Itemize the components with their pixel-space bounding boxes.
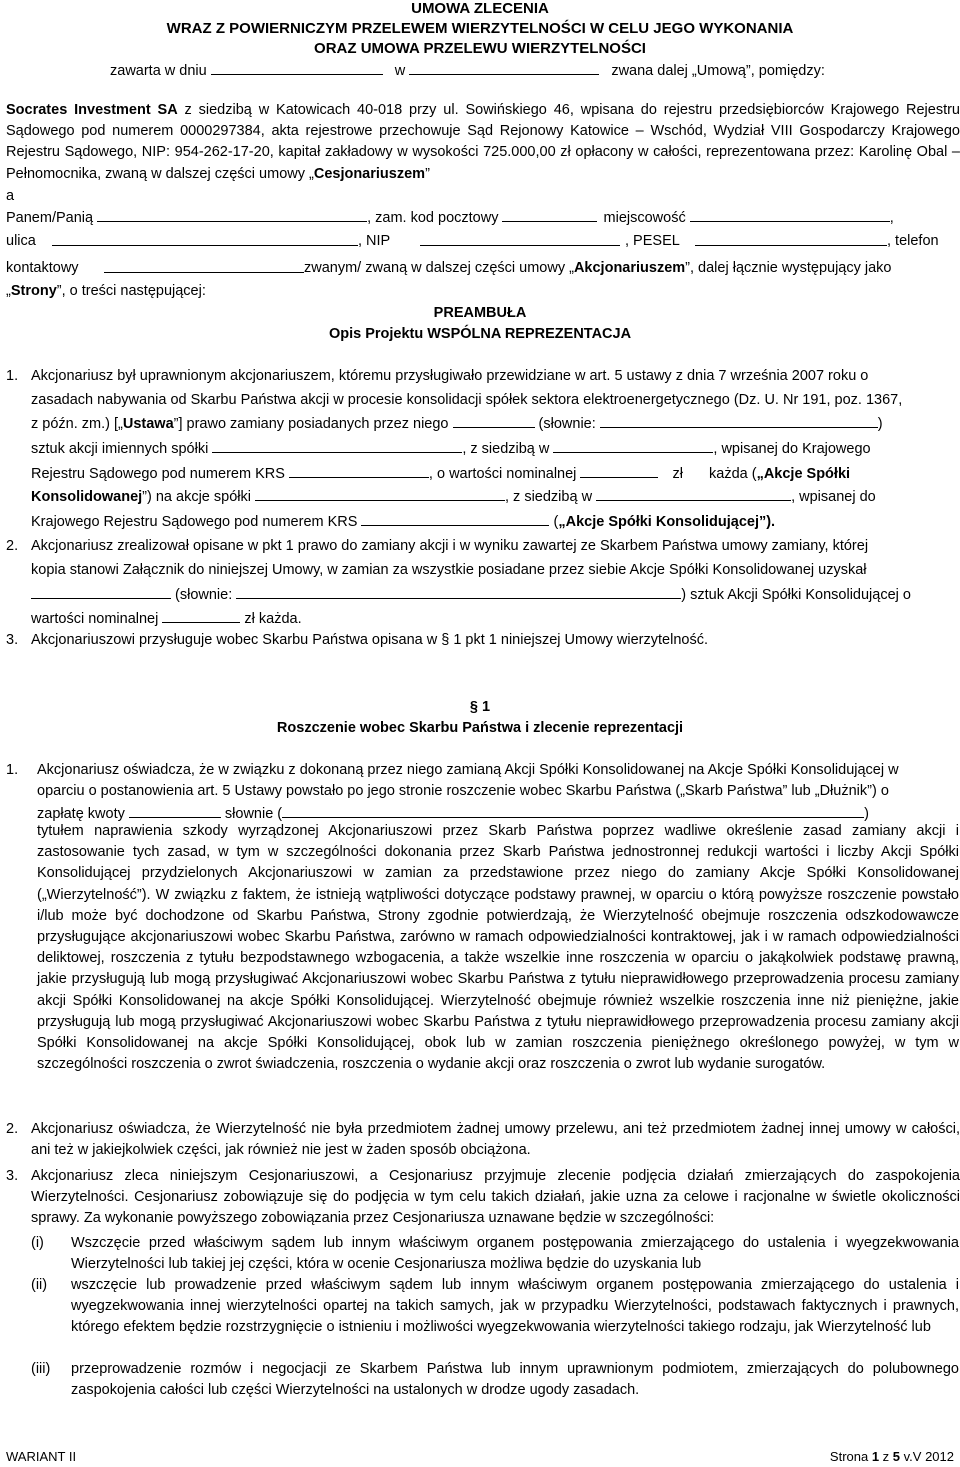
s1-p1-line1: Akcjonariusz oświadcza, że w związku z dokonaną przez niego zamianą Akcji Spółki Konsolidowanej na Akcje Spółki Konsolidującej w: [37, 762, 899, 778]
s1-p2-body: Akcjonariusz oświadcza, że Wierzytelność nie była przedmiotem żadnej umowy przelewu, ani też przedmiotem żadnej innej umowy w całości, ani też w jakiejkolwiek części, jak również nie jest w żaden sposób obciążona.: [31, 1121, 960, 1159]
preamble-p2-line2: kopia stanowi Załącznik do niniejszej Umowy, w zamian za wszystkie posiadane przez siebie Akcje Spółki Konsolidowanej uzyskał: [31, 562, 867, 578]
s1-p1-number: 1.: [6, 762, 19, 778]
s1-p1-line3: zapłatę kwoty słownie ( ): [37, 803, 960, 825]
shares3-blank: [31, 584, 171, 599]
s1-item-iii-body: przeprowadzenie rozmów i negocjacji ze Skarbem Państwa lub innym uprawnionym podmiotem, zmierzających do polubownego zaspokojenia całości lub części Wierzytelności na ustalonych w drodze ugody zasadach.: [71, 1361, 959, 1399]
shares3-words-blank: [236, 584, 681, 599]
document-subtitle: WRAZ Z POWIERNICZYM PRZELEWEM WIERZYTELNOŚCI W CELU JEGO WYKONANIA: [166, 20, 794, 37]
seat2-blank: [596, 486, 791, 501]
company-blank: [212, 438, 462, 453]
called-line: zwanym/ zwaną w dalszej części umowy „Akcjonariuszem”, dalej łącznie występujący jako: [304, 260, 892, 276]
preamble-p3-line1: Akcjonariuszowi przysługuje wobec Skarbu Państwa opisana w § 1 pkt 1 niniejszej Umowy wierzytelność.: [31, 632, 708, 648]
nominal-blank: [580, 463, 658, 478]
krs-blank: [289, 463, 429, 478]
preamble-p2-number: 2.: [6, 538, 19, 554]
pesel-blank: [695, 231, 887, 246]
preamble-p2-line3: (słownie: ) sztuk Akcji Spółki Konsolidującej o: [31, 584, 960, 606]
krs2-blank: [361, 511, 549, 526]
preamble-p1-line6: Konsolidowanej”) na akcje spółki , z siedzibą w , wpisanej do: [31, 486, 960, 508]
s1-item-ii-body: wszczęcie lub prowadzenie przed właściwym sądem lub innym właściwym organem postępowania zmierzającego do ustalenia i wyegzekwowania innej wierzytelności opartej na takich samych, jak w przypadku Wierzytelności, podstawach faktycznych i prawnych, którego efektem będzie rozstrzygnięcie o istnieniu i możliwości wyegzekwowania wierzytelności takiego rodzaju, jak Wierzytelność lub: [71, 1277, 959, 1336]
preamble-p1-line2: zasadach nabywania od Skarbu Państwa akcji w procesie konsolidacji spółek sektora elektroenergetycznego (Dz. U. Nr 191, poz. 1367,: [31, 392, 903, 408]
s1-item-i-number: (i): [31, 1235, 44, 1251]
street-blank: [52, 231, 358, 246]
s1-p1-body: tytułem naprawienia szkody wyrządzonej Akcjonariuszowi przez Skarb Państwa poprzez wadliwe określenie zasad zamiany akcji i zastosowanie tych zasad, w tym w szczególności dokonania przez Skarb Państwa jednostronnej redukcji wartości i liczby Akcji Spółki Konsolidującej przydzielonych Akcjonariuszowi w zamian za przedstawione przez niego do zamiany Akcje Spółki Konsolidowanej („Wierzytelność”). W związku z faktem, że istnieją wątpliwości dotyczące podstawy prawnej, w oparciu o którą powyższe roszczenie powstało i/lub może być dochodzone od Skarbu Państwa, Strony zgodnie potwierdzają, że Wierzytelność obejmuje roszczenia odszkodowawcze przysługujące akcjonariuszowi wobec Skarbu Państwa, zarówno w ramach odpowiedzialności kontraktowej, jak i w ramach odpowiedzialności deliktowej, roszczenia z tytułu bezpodstawnego wzbogacenia, a także wszelkie inne roszczenia w oparciu o jakąkolwiek podstawę prawną, jakie przysługują lub mogą przysługiwać Akcjonariuszowi wobec Skarbu Państwa z tytułu nieprawidłowego przeprowadzenia procesu zamiany akcji Spółki Konsolidowanej na akcje Spółki Konsolidującej. Wierzytelność obejmuje również wszelkie roszczenia inne niż pieniężne, jakie przysługują lub mogą przysługiwać Akcjonariuszowi wobec Skarbu Państwa z tytułu nieprawidłowego przeprowadzenia procesu zamiany akcji Spółki Konsolidowanej na akcje Spółki Konsolidującej, obok lub w zamian roszczenia pieniężnego określonego powyżej, w tym w szczególności roszczenia o zwrot świadczenia, roszczenia o wydanie akcji oraz roszczenia o zwrot lub wydanie surogatów.: [37, 823, 959, 1073]
preamble-p1-line3: z późn. zm.) [„Ustawa”] prawo zamiany posiadanych przez niego (słownie: ): [31, 413, 960, 435]
preamble-p1-line5: Rejestru Sądowego pod numerem KRS , o wartości nominalnej zł każda („Akcje Spółki: [31, 463, 960, 485]
s1-p2-number: 2.: [6, 1121, 19, 1137]
section-sign: § 1: [469, 699, 491, 715]
name-blank: [97, 207, 367, 222]
document-title: UMOWA ZLECENIA: [411, 0, 549, 17]
preamble-p1-number: 1.: [6, 368, 19, 384]
amount-words-blank: [282, 803, 864, 818]
and-connector: a: [6, 188, 15, 204]
preamble-p2-line4: wartości nominalnej zł każda.: [31, 608, 302, 630]
preamble-p1-line1: Akcjonariusz był uprawnionym akcjonariuszem, któremu przysługiwało przewidziane w art. 5 ustawy z dnia 7 września 2007 roku o: [31, 368, 869, 384]
s1-item-ii-number: (ii): [31, 1277, 48, 1293]
nominal2-blank: [162, 608, 240, 623]
nip-label: , NIP: [358, 233, 391, 249]
s1-p3-number: 3.: [6, 1168, 19, 1184]
pesel-label: , PESEL: [625, 233, 680, 249]
preamble-p1-line7: Krajowego Rejestru Sądowego pod numerem KRS („Akcje Spółki Konsolidującej”).: [31, 511, 960, 533]
preamble-subheading: Opis Projektu WSPÓLNA REPREZENTACJA: [328, 326, 632, 342]
s1-p1-line2: oparciu o postanowienia art. 5 Ustawy powstało po jego stronie roszczenie wobec Skarbu Państwa („Skarb Państwa” lub „Dłużnik”) o: [37, 783, 889, 799]
nip-blank: [420, 231, 620, 246]
seat-blank: [553, 438, 713, 453]
party-person-line1: Panem/Panią , zam. kod pocztowy miejscowość ,: [6, 207, 960, 229]
preamble-p1-line4: sztuk akcji imiennych spółki , z siedzibą w , wpisanej do Krajowego: [31, 438, 960, 460]
footer-variant: WARIANT II: [6, 1449, 77, 1464]
preamble-p2-line1: Akcjonariusz zrealizował opisane w pkt 1 prawo do zamiany akcji i w wyniku zawartej ze Skarbem Państwa umowy zamiany, której: [31, 538, 869, 554]
preamble-heading: PREAMBUŁA: [433, 305, 527, 321]
contact-label: kontaktowy: [6, 260, 79, 276]
s1-item-iii-number: (iii): [31, 1361, 51, 1377]
amount-blank: [129, 803, 221, 818]
footer-page: Strona 1 z 5 v.V 2012: [829, 1449, 954, 1464]
shares-words-blank: [600, 413, 878, 428]
preamble-p3-number: 3.: [6, 632, 19, 648]
party-company: Socrates Investment SA z siedzibą w Katowicach 40-018 przy ul. Sowińskiego 46, wpisana do rejestru przedsiębiorców Krajowego Rejestru Sądowego pod numerem 0000297384, akta rejestrowe przechowuje Sąd Rejonowy Katowice – Wschód, Wydział VIII Gospodarczy Krajowego Rejestru Sądowego, NIP: 954-262-17-20, kapitał zakładowy w wysokości 725.000,00 zł opłacony w całości, reprezentowana przez: Karolinę Obal – Pełnomocnika, zwaną w dalszej części umowy „Cesjonariuszem”: [6, 102, 960, 182]
street-label: ulica: [6, 233, 36, 249]
postcode-blank: [502, 207, 597, 222]
place-blank: [409, 60, 599, 75]
parties-line: „Strony”, o treści następującej:: [6, 283, 206, 299]
document-subtitle-2: ORAZ UMOWA PRZELEWU WIERZYTELNOŚCI: [314, 40, 646, 57]
shares-count-blank: [453, 413, 535, 428]
city-blank: [690, 207, 890, 222]
s1-item-i-body: Wszczęcie przed właściwym sądem lub innym właściwym organem postępowania zmierzającego do ustalenia i wyegzekwowania Wierzytelności lub takiej jej części, która w ocenie Cesjonariusza możliwa będzie do uzyskania lub: [71, 1235, 959, 1273]
phone-label: , telefon: [887, 233, 939, 249]
section-heading: Roszczenie wobec Skarbu Państwa i zlecenie reprezentacji: [276, 720, 684, 736]
s1-p3-body: Akcjonariusz zleca niniejszym Cesjonariuszowi, a Cesjonariusz przyjmuje zlecenie podjęcia działań zmierzających do zaspokojenia Wierzytelności. Cesjonariusz zobowiązuje się do podjęcia w tym celu takich działań, jakie uzna za celowe i racjonalne w świetle okoliczności sprawy. Za wykonanie powyższego zobowiązania przez Cesjonariusza uznawane będzie w szczególności:: [31, 1168, 960, 1227]
phone-blank: [104, 258, 304, 273]
date-blank: [211, 60, 383, 75]
company2-blank: [255, 486, 505, 501]
concluded-line: zawarta w dniu w zwana dalej „Umową”, pomiędzy:: [110, 60, 825, 82]
